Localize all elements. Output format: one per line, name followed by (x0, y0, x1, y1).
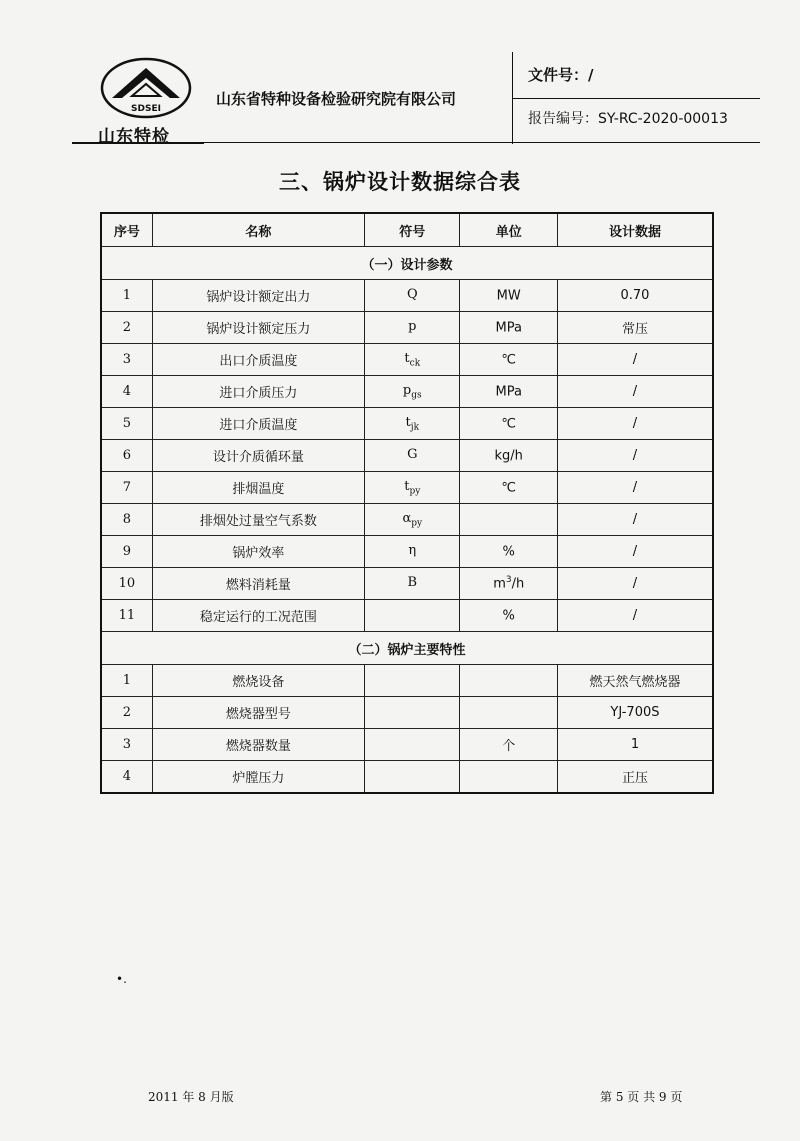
cell-unit (460, 729, 557, 761)
page-title: 三、锅炉设计数据综合表 (279, 170, 521, 194)
cell-value (557, 440, 713, 472)
cell-name (152, 536, 364, 568)
design-value: / (632, 480, 638, 495)
row-number: 7 (122, 480, 131, 495)
header-bottom-rule (204, 142, 760, 143)
cell-symbol (365, 600, 460, 632)
row-number: 10 (118, 576, 136, 591)
logo-badge-text: SDSEI (131, 104, 161, 114)
cell-symbol (365, 665, 460, 697)
symbol-subscript: py (409, 486, 421, 497)
design-value: / (632, 384, 638, 399)
symbol: α (402, 510, 412, 526)
table-row (101, 697, 713, 729)
table-row (101, 761, 713, 794)
symbol-subscript: py (411, 518, 423, 529)
design-value: / (632, 448, 638, 463)
symbol-subscript: gs (411, 390, 422, 401)
row-name: 燃烧设备 (232, 675, 285, 690)
cell-name (152, 568, 364, 600)
row-number: 4 (122, 769, 131, 784)
symbol: p (408, 318, 417, 334)
row-number: 9 (122, 544, 131, 559)
row-name: 排烟处过量空气系数 (199, 514, 317, 529)
cell-no (101, 440, 152, 472)
edition-label: 2011 年 8 月版 (148, 1090, 234, 1104)
cell-name (152, 600, 364, 632)
header-cell-symbol: 符号 (365, 213, 460, 247)
cell-name (152, 312, 364, 344)
row-number: 2 (122, 705, 131, 720)
unit: % (502, 608, 515, 624)
row-number: 2 (122, 320, 131, 335)
cell-value (557, 344, 713, 376)
cell-name (152, 761, 364, 794)
symbol: η (408, 542, 417, 558)
cell-no (101, 344, 152, 376)
cell-value (557, 408, 713, 440)
row-name: 燃烧器型号 (225, 707, 291, 722)
design-value: / (632, 416, 638, 431)
row-number: 4 (122, 384, 131, 399)
cell-unit (460, 665, 557, 697)
cell-symbol (365, 472, 460, 504)
symbol: p (402, 382, 412, 398)
cell-value (557, 665, 713, 697)
cell-name (152, 504, 364, 536)
cell-value (557, 472, 713, 504)
cell-name (152, 440, 364, 472)
symbol: G (407, 446, 418, 462)
cell-symbol (365, 568, 460, 600)
row-number: 3 (122, 352, 131, 367)
cell-symbol (365, 536, 460, 568)
cell-symbol (365, 729, 460, 761)
scan-mark: •. (116, 972, 127, 986)
design-value: 1 (630, 737, 640, 752)
cell-no (101, 665, 152, 697)
cell-unit (460, 761, 557, 794)
row-name: 排烟温度 (232, 482, 285, 497)
symbol: B (407, 574, 418, 590)
section-title: （一）设计参数 (101, 247, 713, 280)
row-number: 1 (122, 288, 131, 303)
symbol: t (404, 350, 410, 366)
table-row (101, 568, 713, 600)
cell-no (101, 761, 152, 794)
cell-symbol (365, 761, 460, 794)
cell-value (557, 504, 713, 536)
symbol: Q (406, 286, 418, 302)
cell-name (152, 665, 364, 697)
table-row (101, 376, 713, 408)
cell-name (152, 472, 364, 504)
cell-unit (460, 312, 557, 344)
cell-value (557, 600, 713, 632)
design-value: / (632, 576, 638, 591)
cell-name (152, 280, 364, 312)
cell-name (152, 408, 364, 440)
header-cell-value: 设计数据 (557, 213, 713, 247)
design-value: YJ-700S (610, 705, 660, 720)
header-cell-unit: 单位 (460, 213, 557, 247)
cell-symbol (365, 344, 460, 376)
row-name: 稳定运行的工况范围 (199, 610, 317, 625)
unit: 个 (502, 739, 516, 754)
cell-symbol (365, 408, 460, 440)
design-value: 常压 (621, 322, 648, 337)
header-cell-name: 名称 (152, 213, 364, 247)
section-row-main-features (101, 632, 713, 665)
organization-name: 山东省特种设备检验研究院有限公司 (216, 90, 457, 108)
unit: MPa (495, 384, 522, 400)
section-title: （二）锅炉主要特性 (101, 632, 713, 665)
row-name: 进口介质温度 (219, 418, 298, 433)
unit: ℃ (501, 480, 517, 496)
table-row (101, 729, 713, 761)
logo (86, 56, 216, 146)
cell-symbol (365, 280, 460, 312)
design-value: 正压 (621, 771, 648, 786)
cell-name (152, 729, 364, 761)
cell-value (557, 729, 713, 761)
cell-value (557, 536, 713, 568)
table-row (101, 600, 713, 632)
row-name: 炉膛压力 (232, 771, 285, 786)
row-name: 燃料消耗量 (225, 578, 291, 593)
cell-unit (460, 376, 557, 408)
header-cell-no: 序号 (101, 213, 152, 247)
row-name: 锅炉效率 (232, 546, 285, 561)
table-row (101, 536, 713, 568)
cell-no (101, 312, 152, 344)
cell-unit (460, 440, 557, 472)
cell-value (557, 761, 713, 794)
unit: MPa (495, 320, 522, 336)
cell-unit (460, 568, 557, 600)
report-number: 报告编号：SY-RC-2020-00013 (528, 111, 728, 127)
cell-value (557, 568, 713, 600)
cell-name (152, 376, 364, 408)
document-number: 文件号：/ (528, 66, 594, 84)
row-number: 5 (122, 416, 131, 431)
cell-symbol (365, 504, 460, 536)
cell-value (557, 312, 713, 344)
design-value: 燃天然气燃烧器 (589, 675, 681, 690)
unit-superscript: 3 (505, 575, 512, 586)
cell-symbol (365, 697, 460, 729)
row-number: 1 (122, 673, 131, 688)
cell-unit (460, 344, 557, 376)
table-row (101, 504, 713, 536)
design-value: / (632, 608, 638, 623)
header-rule (512, 98, 760, 99)
cell-no (101, 504, 152, 536)
unit: kg/h (494, 448, 523, 464)
table-row (101, 440, 713, 472)
cell-unit (460, 504, 557, 536)
cell-no (101, 376, 152, 408)
cell-value (557, 697, 713, 729)
cell-no (101, 472, 152, 504)
cell-symbol (365, 440, 460, 472)
cell-unit (460, 408, 557, 440)
row-number: 6 (122, 448, 131, 463)
row-name: 锅炉设计额定压力 (206, 322, 311, 337)
table-row (101, 408, 713, 440)
unit: MW (496, 288, 521, 304)
table-row (101, 280, 713, 312)
design-value: / (632, 544, 638, 559)
logo-underline (72, 142, 204, 144)
row-name: 燃烧器数量 (225, 739, 291, 754)
logo-text: 山东特检 (98, 127, 170, 147)
cell-no (101, 697, 152, 729)
cell-unit (460, 280, 557, 312)
table-row (101, 665, 713, 697)
cell-name (152, 344, 364, 376)
cell-symbol (365, 376, 460, 408)
row-name: 设计介质循环量 (212, 450, 304, 465)
row-name: 进口介质压力 (219, 386, 298, 401)
unit: ℃ (501, 352, 517, 368)
unit: ℃ (501, 416, 517, 432)
page-header (72, 52, 760, 146)
table-row (101, 312, 713, 344)
cell-no (101, 729, 152, 761)
cell-no (101, 280, 152, 312)
symbol: t (405, 414, 411, 430)
symbol: t (404, 478, 410, 494)
cell-symbol (365, 312, 460, 344)
unit-tail: /h (511, 576, 525, 592)
table-header-row (101, 213, 713, 247)
page-number: 第 5 页 共 9 页 (600, 1090, 683, 1104)
cell-unit (460, 536, 557, 568)
table-row (101, 344, 713, 376)
cell-name (152, 697, 364, 729)
cell-no (101, 600, 152, 632)
design-value: / (632, 512, 638, 527)
cell-value (557, 376, 713, 408)
unit: % (502, 544, 515, 560)
cell-unit (460, 697, 557, 729)
row-name: 锅炉设计额定出力 (206, 290, 311, 305)
row-number: 3 (122, 737, 131, 752)
row-number: 11 (118, 608, 136, 623)
cell-no (101, 536, 152, 568)
symbol-subscript: ck (409, 358, 421, 369)
cell-unit (460, 600, 557, 632)
table-row (101, 472, 713, 504)
unit: m (493, 576, 506, 592)
section-row-design-params (101, 247, 713, 280)
design-data-table (100, 212, 714, 794)
symbol-subscript: jk (410, 422, 420, 433)
cell-no (101, 568, 152, 600)
row-number: 8 (122, 512, 131, 527)
row-name: 出口介质温度 (219, 354, 298, 369)
design-value: / (632, 352, 638, 367)
logo-emblem-icon (98, 56, 198, 120)
design-value: 0.70 (620, 288, 650, 303)
cell-no (101, 408, 152, 440)
cell-unit (460, 472, 557, 504)
cell-value (557, 280, 713, 312)
